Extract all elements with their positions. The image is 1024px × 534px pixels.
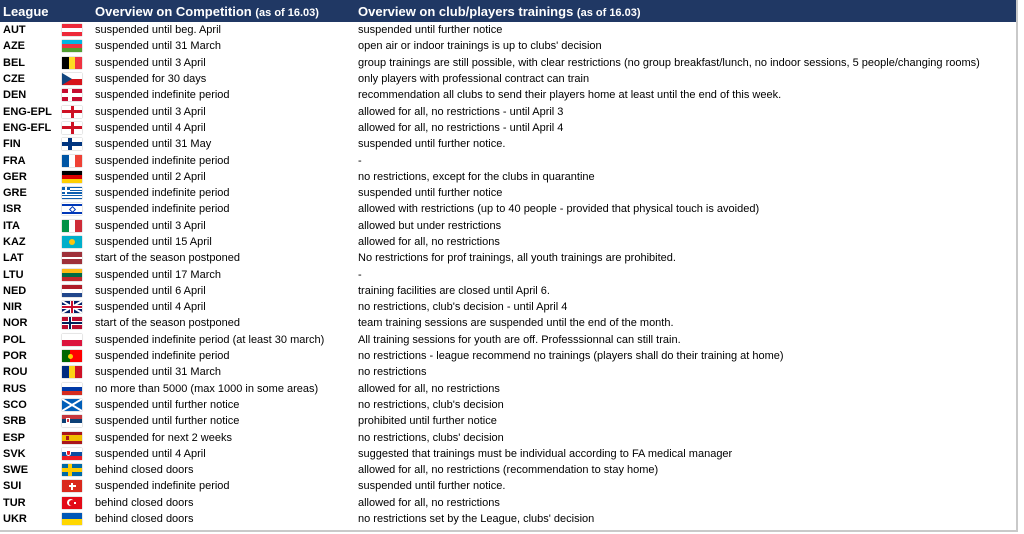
training-status: prohibited until further notice <box>358 415 497 428</box>
italy-flag-icon <box>62 220 82 232</box>
table-row <box>0 495 1016 511</box>
russia-flag-icon <box>62 383 82 395</box>
austria-flag-icon <box>62 24 82 36</box>
league-code: FRA <box>3 154 26 167</box>
competition-status: suspended until further notice <box>95 398 240 411</box>
table-row <box>0 103 1016 119</box>
lithuania-flag-icon <box>62 269 82 281</box>
competition-column-header <box>95 4 358 19</box>
training-status: no restrictions - league recommend no trainings (players shall do their training at home) <box>358 350 784 363</box>
league-code: AZE <box>3 40 25 53</box>
table-row <box>0 299 1016 315</box>
training-status: no restrictions, clubs' decision <box>358 431 504 444</box>
table-row <box>0 201 1016 217</box>
trainings-header-label: Overview on club/players trainings <box>358 3 574 19</box>
table-row <box>0 38 1016 54</box>
competition-status: suspended indefinite period <box>95 89 230 102</box>
greece-flag-icon <box>62 187 82 199</box>
czech-flag-icon <box>62 73 82 85</box>
training-status: allowed for all, no restrictions - until April 3 <box>358 105 564 118</box>
training-status: allowed with restrictions (up to 40 people - provided that physical touch is avoided) <box>358 203 760 216</box>
competition-status: suspended until further notice <box>95 415 240 428</box>
league-code: SWE <box>3 464 29 477</box>
england-flag-icon <box>62 122 82 134</box>
competition-status: suspended until 2 April <box>95 170 206 183</box>
table-row <box>0 22 1016 38</box>
competition-status: suspended indefinite period <box>95 154 230 167</box>
training-status: team training sessions are suspended until the end of the month. <box>358 317 674 330</box>
competition-status: suspended until 17 March <box>95 268 221 281</box>
competition-status: behind closed doors <box>95 496 194 509</box>
turkey-flag-icon <box>62 497 82 509</box>
germany-flag-icon <box>62 171 82 183</box>
competition-status: suspended until 31 May <box>95 138 212 151</box>
competition-status: behind closed doors <box>95 513 194 526</box>
trainings-column-header <box>358 4 1016 19</box>
competition-status: suspended until 3 April <box>95 219 206 232</box>
training-status: open air or indoor trainings is up to clubs' decision <box>358 40 602 53</box>
table-row <box>0 283 1016 299</box>
competition-status: suspended until 3 April <box>95 56 206 69</box>
league-code: SVK <box>3 447 26 460</box>
ukraine-flag-icon <box>62 513 82 525</box>
competition-header-label: Overview on Competition <box>95 3 252 19</box>
competition-status: start of the season postponed <box>95 252 240 265</box>
table-row <box>0 120 1016 136</box>
table-row <box>0 381 1016 397</box>
competition-status: behind closed doors <box>95 464 194 477</box>
competition-status: start of the season postponed <box>95 317 240 330</box>
table-row <box>0 55 1016 71</box>
switzerland-flag-icon <box>62 480 82 492</box>
table-row <box>0 250 1016 266</box>
competition-status: suspended until 6 April <box>95 284 206 297</box>
northern-ireland-flag-icon <box>62 301 82 313</box>
table-row <box>0 511 1016 527</box>
league-code: FIN <box>3 138 21 151</box>
competition-status: suspended indefinite period <box>95 480 230 493</box>
competition-header-date: (as of 16.03) <box>255 6 319 19</box>
table-row <box>0 218 1016 234</box>
norway-flag-icon <box>62 317 82 329</box>
belgium-flag-icon <box>62 57 82 69</box>
trainings-header-date: (as of 16.03) <box>576 6 641 19</box>
training-status: only players with professional contract can train <box>358 73 590 86</box>
sweden-flag-icon <box>62 464 82 476</box>
training-status: training facilities are closed until April 6. <box>358 284 550 297</box>
training-status: allowed but under restrictions <box>358 219 502 232</box>
competition-status: suspended indefinite period <box>95 350 230 363</box>
training-status: allowed for all, no restrictions <box>358 236 500 248</box>
table-row <box>0 397 1016 413</box>
league-code: LAT <box>3 252 24 265</box>
competition-status: suspended indefinite period <box>95 203 230 216</box>
training-status: suspended until further notice. <box>358 480 506 493</box>
table-header <box>0 0 1016 22</box>
table-row <box>0 315 1016 331</box>
france-flag-icon <box>62 155 82 167</box>
league-code: LTU <box>3 268 24 281</box>
training-status: allowed for all, no restrictions <box>358 382 500 395</box>
table-row <box>0 348 1016 364</box>
israel-flag-icon <box>62 203 82 215</box>
league-code: ISR <box>3 203 22 216</box>
training-status: suspended until further notice <box>358 24 503 37</box>
portugal-flag-icon <box>62 350 82 362</box>
competition-status: suspended until 4 April <box>95 447 206 460</box>
table-row <box>0 152 1016 168</box>
league-code: NED <box>3 284 27 297</box>
training-status: no restrictions set by the League, clubs' decision <box>358 513 595 526</box>
table-row <box>0 429 1016 445</box>
league-code: POR <box>3 350 27 363</box>
competition-status: no more than 5000 (max 1000 in some areas) <box>95 382 319 395</box>
table-row <box>0 71 1016 87</box>
league-code: UKR <box>3 513 27 526</box>
training-status: allowed for all, no restrictions (recommendation to stay home) <box>358 464 659 477</box>
poland-flag-icon <box>62 334 82 346</box>
training-status: no restrictions, club's decision - until April 4 <box>358 301 568 314</box>
latvia-flag-icon <box>62 252 82 264</box>
table-row <box>0 234 1016 250</box>
table-row <box>0 169 1016 185</box>
denmark-flag-icon <box>62 89 82 101</box>
league-code: NOR <box>3 317 28 330</box>
league-code: TUR <box>3 496 26 509</box>
league-code: GRE <box>3 187 27 200</box>
table-row <box>0 364 1016 380</box>
training-status: suspended until further notice <box>358 187 503 200</box>
training-status: No restrictions for prof trainings, all youth trainings are prohibited. <box>358 252 676 265</box>
training-status: - <box>358 268 362 281</box>
table-row <box>0 332 1016 348</box>
league-code: AUT <box>3 24 26 37</box>
league-code: BEL <box>3 56 25 69</box>
england-flag-icon <box>62 106 82 118</box>
league-code: SUI <box>3 480 22 493</box>
table-row <box>0 87 1016 103</box>
league-code: KAZ <box>3 236 26 248</box>
competition-status: suspended until 15 April <box>95 236 212 248</box>
league-code: DEN <box>3 89 27 102</box>
competition-status: suspended indefinite period (at least 30 march) <box>95 333 325 346</box>
training-status: no restrictions, except for the clubs in quarantine <box>358 170 595 183</box>
league-code: GER <box>3 170 27 183</box>
league-code: ESP <box>3 431 26 444</box>
table-row <box>0 185 1016 201</box>
league-code: NIR <box>3 301 22 314</box>
kazakhstan-flag-icon <box>62 236 82 248</box>
spain-flag-icon <box>62 432 82 444</box>
training-status: group trainings are still possible, with clear restrictions (no group breakfast/lunch, no indoor sessions, 5 people/changing rooms) <box>358 56 980 69</box>
table-row <box>0 462 1016 478</box>
league-column-header: League <box>3 3 49 19</box>
table-row <box>0 266 1016 282</box>
competition-status: suspended until beg. April <box>95 24 221 37</box>
competition-status: suspended until 31 March <box>95 40 221 53</box>
league-code: ENG-EFL <box>3 121 52 134</box>
league-code: SCO <box>3 398 27 411</box>
table-row <box>0 446 1016 462</box>
training-status: allowed for all, no restrictions - until April 4 <box>358 121 564 134</box>
competition-status: suspended until 3 April <box>95 105 206 118</box>
training-status: All training sessions for youth are off. Professsionnal can still train. <box>358 333 681 346</box>
table-body <box>0 22 1016 527</box>
competition-status: suspended until 4 April <box>95 121 206 134</box>
slovakia-flag-icon <box>62 448 82 460</box>
training-status: suggested that trainings must be individual according to FA medical manager <box>358 447 733 460</box>
competition-status: suspended for next 2 weeks <box>95 431 232 444</box>
training-status: no restrictions, club's decision <box>358 398 504 411</box>
romania-flag-icon <box>62 366 82 378</box>
competition-status: suspended for 30 days <box>95 73 207 86</box>
league-code: ROU <box>3 366 28 379</box>
training-status: allowed for all, no restrictions <box>358 496 500 509</box>
training-status: - <box>358 154 362 167</box>
training-status: recommendation all clubs to send their players home at least until the end of this week. <box>358 89 782 102</box>
table-row <box>0 478 1016 494</box>
serbia-flag-icon <box>62 415 82 427</box>
training-status: suspended until further notice. <box>358 138 506 151</box>
azerbaijan-flag-icon <box>62 40 82 52</box>
training-status: no restrictions <box>358 366 427 379</box>
scotland-flag-icon <box>62 399 82 411</box>
league-code: POL <box>3 333 26 346</box>
league-code: ITA <box>3 219 20 232</box>
league-code: CZE <box>3 73 25 86</box>
league-code: ENG-EPL <box>3 105 52 118</box>
league-code: RUS <box>3 382 27 395</box>
finland-flag-icon <box>62 138 82 150</box>
league-code: SRB <box>3 415 27 428</box>
competition-status: suspended until 31 March <box>95 366 221 379</box>
netherlands-flag-icon <box>62 285 82 297</box>
competition-status: suspended until 4 April <box>95 301 206 314</box>
table-row <box>0 413 1016 429</box>
table-row <box>0 136 1016 152</box>
competition-status: suspended indefinite period <box>95 187 230 200</box>
